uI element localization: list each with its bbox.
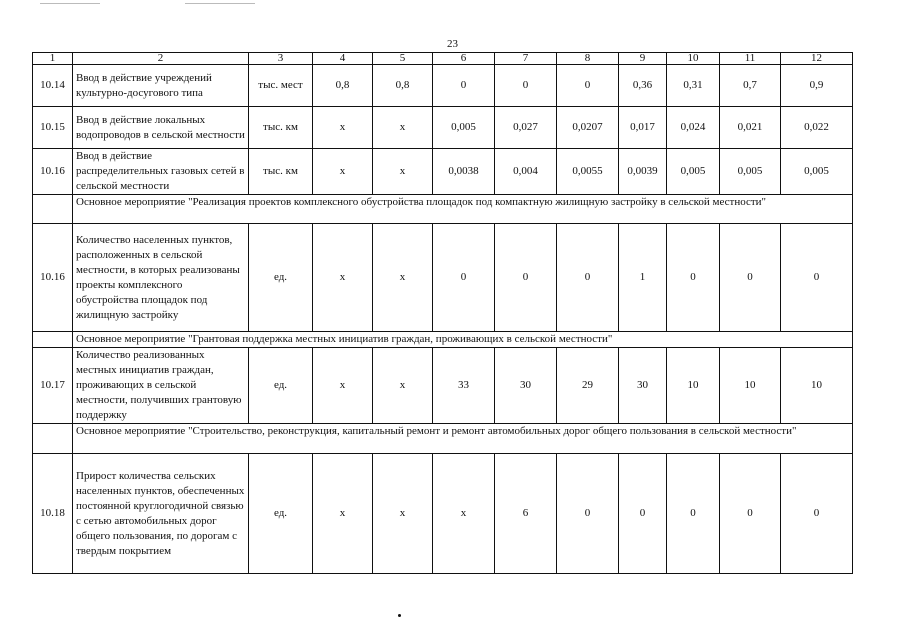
header-cell: 6 (433, 53, 495, 65)
value-cell: 0 (557, 224, 619, 332)
indicator-name: Ввод в действие учреждений культурно-досугового типа (73, 65, 249, 107)
value-cell: 10 (720, 348, 781, 424)
section-number-cell (33, 424, 73, 454)
row-number: 10.18 (33, 454, 73, 574)
section-title: Основное мероприятие "Грантовая поддержка местных инициатив граждан, проживающих в сельской местности" (73, 332, 853, 348)
value-cell: 0,7 (720, 65, 781, 107)
header-cell: 4 (313, 53, 373, 65)
value-cell: х (313, 348, 373, 424)
value-cell: 0 (667, 224, 720, 332)
value-cell: 0,005 (667, 149, 720, 195)
value-cell: 0,0207 (557, 107, 619, 149)
unit-cell: тыс. км (249, 107, 313, 149)
value-cell: 0,0038 (433, 149, 495, 195)
unit-cell: ед. (249, 454, 313, 574)
section-title: Основное мероприятие "Реализация проектов комплексного обустройства площадок под компактную жилищную застройку в сельской местности" (73, 195, 853, 224)
table-row (33, 454, 853, 574)
value-cell: 10 (781, 348, 853, 424)
value-cell: 0,36 (619, 65, 667, 107)
scan-artifact (40, 3, 100, 4)
indicator-name: Ввод в действие локальных водопроводов в сельской местности (73, 107, 249, 149)
header-cell: 11 (720, 53, 781, 65)
table-row (33, 65, 853, 107)
header-cell: 2 (73, 53, 249, 65)
header-cell: 8 (557, 53, 619, 65)
header-cell: 10 (667, 53, 720, 65)
section-number-cell (33, 195, 73, 224)
row-number: 10.17 (33, 348, 73, 424)
value-cell: 0,0055 (557, 149, 619, 195)
value-cell: 0,022 (781, 107, 853, 149)
value-cell: 0,31 (667, 65, 720, 107)
value-cell: 0,9 (781, 65, 853, 107)
table-row (33, 348, 853, 424)
table-row (33, 224, 853, 332)
value-cell: х (313, 107, 373, 149)
value-cell: 0,005 (433, 107, 495, 149)
value-cell: 0 (781, 224, 853, 332)
value-cell: 0 (781, 454, 853, 574)
header-cell: 9 (619, 53, 667, 65)
value-cell: х (313, 149, 373, 195)
value-cell: 0 (619, 454, 667, 574)
value-cell: 0,8 (373, 65, 433, 107)
section-row (33, 424, 853, 454)
value-cell: 30 (495, 348, 557, 424)
table-row (33, 107, 853, 149)
value-cell: 0 (720, 224, 781, 332)
value-cell: 0 (667, 454, 720, 574)
value-cell: 0 (557, 454, 619, 574)
header-row (33, 53, 853, 65)
unit-cell: тыс. мест (249, 65, 313, 107)
value-cell: х (433, 454, 495, 574)
header-cell: 7 (495, 53, 557, 65)
value-cell: х (373, 454, 433, 574)
value-cell: 0,021 (720, 107, 781, 149)
indicator-name: Ввод в действие распределительных газовых сетей в сельской местности (73, 149, 249, 195)
value-cell: 0,005 (781, 149, 853, 195)
row-number: 10.15 (33, 107, 73, 149)
value-cell: 0,017 (619, 107, 667, 149)
row-number: 10.16 (33, 224, 73, 332)
value-cell: 30 (619, 348, 667, 424)
value-cell: 29 (557, 348, 619, 424)
value-cell: 33 (433, 348, 495, 424)
value-cell: 0,005 (720, 149, 781, 195)
indicator-name: Прирост количества сельских населенных пунктов, обеспеченных постоянной круглогодичной связью с сетью автомобильных дорог общего пользования, по дорогам с твердым покрытием (73, 454, 249, 574)
page-number: 23 (447, 38, 458, 50)
row-number: 10.16 (33, 149, 73, 195)
value-cell: 0,027 (495, 107, 557, 149)
value-cell: х (373, 107, 433, 149)
unit-cell: ед. (249, 224, 313, 332)
header-cell: 5 (373, 53, 433, 65)
header-cell: 1 (33, 53, 73, 65)
value-cell: 0 (433, 224, 495, 332)
value-cell: х (373, 149, 433, 195)
unit-cell: тыс. км (249, 149, 313, 195)
value-cell: 0 (557, 65, 619, 107)
table-row (33, 149, 853, 195)
value-cell: х (313, 224, 373, 332)
value-cell: 0,0039 (619, 149, 667, 195)
value-cell: 0 (720, 454, 781, 574)
value-cell: х (373, 224, 433, 332)
section-row (33, 332, 853, 348)
indicator-name: Количество населенных пунктов, расположенных в сельской местности, в которых реализованы проекты комплексного обустройства площадок под жилищную застройку (73, 224, 249, 332)
value-cell: 0,024 (667, 107, 720, 149)
value-cell: 10 (667, 348, 720, 424)
value-cell: х (313, 454, 373, 574)
value-cell: 0 (495, 65, 557, 107)
row-number: 10.14 (33, 65, 73, 107)
value-cell: 0 (495, 224, 557, 332)
scan-artifact (185, 3, 255, 4)
table-body (33, 53, 853, 574)
section-row (33, 195, 853, 224)
section-number-cell (33, 332, 73, 348)
unit-cell: ед. (249, 348, 313, 424)
header-cell: 12 (781, 53, 853, 65)
value-cell: 0 (433, 65, 495, 107)
section-title: Основное мероприятие "Строительство, реконструкция, капитальный ремонт и ремонт автомобильных дорог общего пользования в сельской местности" (73, 424, 853, 454)
value-cell: 1 (619, 224, 667, 332)
indicators-table (32, 52, 853, 574)
value-cell: х (373, 348, 433, 424)
value-cell: 0,8 (313, 65, 373, 107)
value-cell: 0,004 (495, 149, 557, 195)
scan-dot (398, 614, 401, 617)
header-cell: 3 (249, 53, 313, 65)
value-cell: 6 (495, 454, 557, 574)
indicator-name: Количество реализованных местных инициатив граждан, проживающих в сельской местности, получивших грантовую поддержку (73, 348, 249, 424)
